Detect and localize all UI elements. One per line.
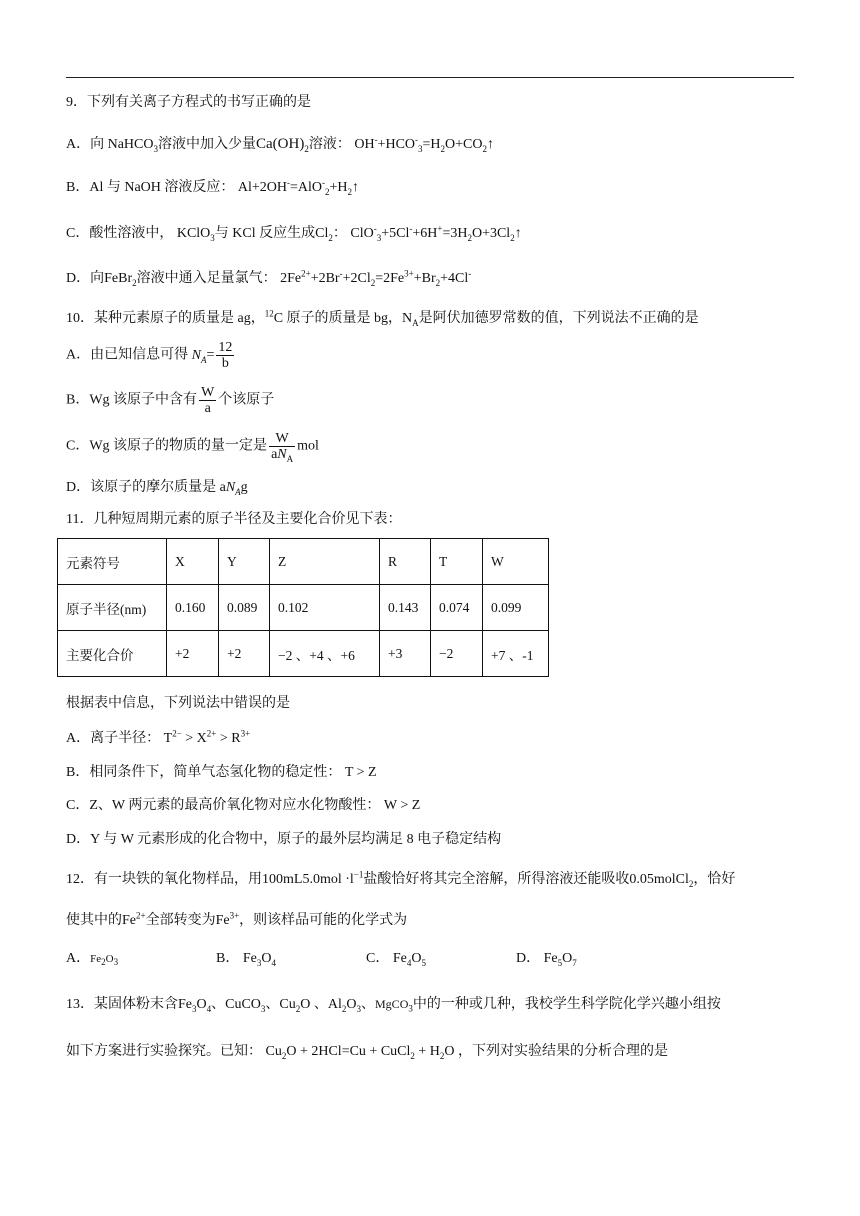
q10-option-b: B．Wg 该原子中含有 $\frac{W}{a}$ 个该原子 xyxy=(66,385,275,416)
q11-after: 根据表中信息，下列说法中错误的是 xyxy=(66,696,290,711)
element-table xyxy=(57,538,549,677)
q9-option-d: D．向FeBr$_2$溶液中通入足量氯气： $2Fe^{2+}+2Br^-+2Cl_2=2Fe^{3+}+Br_2+4Cl^-$ xyxy=(66,268,472,288)
q9-option-a: A．向 NaHCO$_3$溶液中加入少量$Ca(OH)_2$溶液： $OH^-+HCO^-_3=H_2O+CO_2↑$ xyxy=(66,134,495,154)
q11-option-b: B．相同条件下，简单气态氢化物的稳定性： T > Z xyxy=(66,765,377,780)
q10-option-a: A．由已知信息可得 $N_A=$ $\frac{12}{b}$ xyxy=(66,340,233,371)
q10-option-d: D．该原子的摩尔质量是 $aN_Ag$ xyxy=(66,480,248,497)
table-row: 主要化合价 +2 +2 −2 、+4 、+6 +3 −2 +7 、-1 xyxy=(58,631,549,677)
q11-option-a: A．离子半径： $T^{2-} > X^{2+} > R^{3+}$ xyxy=(66,728,251,746)
q12-options: A．$Fe_2O_3$ B． $Fe_3O_4$ C． $Fe_4O_5$ D． $Fe_5O_7$ xyxy=(66,951,577,968)
q11-stem: 11．几种短周期元素的原子半径及主要化合价见下表： xyxy=(66,512,402,527)
q10-option-c: C．Wg 该原子的物质的量一定是 $\frac{W}{aN_A}$ mol xyxy=(66,431,319,464)
q13-stem-line1: 13．某固体粉末含$Fe_3O_4$、CuCO$_3$、$Cu_2O$ 、$Al_2O_3$、MgCO$_3$中的一种或几种，我校学生科学院化学兴趣小组按 xyxy=(66,997,721,1014)
q12-stem-line2: 使其中的$Fe^{2+}$全部转变为$Fe^{3+}$，则该样品可能的化学式为 xyxy=(66,910,408,928)
q9-option-b: B．Al 与 NaOH 溶液反应： $Al+2OH^-=AlO^-_2+H_2↑$ xyxy=(66,177,360,197)
q11-option-d: D．Y 与 W 元素形成的化合物中，原子的最外层均满足 8 电子稳定结构 xyxy=(66,832,502,847)
header-rule xyxy=(66,77,794,78)
q9-option-c: C．酸性溶液中， KClO$_3$与 KCl 反应生成$Cl_2$： $ClO^-_3+5Cl^-+6H^+=3H_2O+3Cl_2↑$ xyxy=(66,223,522,243)
q10-stem: 10．某种元素原子的质量是 ag，$^{12}$C 原子的质量是 bg，$N_A$是阿伏加德罗常数的值，下列说法不正确的是 xyxy=(66,308,699,328)
q11-option-c: C．Z、W 两元素的最高价氧化物对应水化物酸性： W > Z xyxy=(66,798,421,813)
table-row: 原子半径(nm) 0.160 0.089 0.102 0.143 0.074 0.099 xyxy=(58,585,549,631)
q12-stem-line1: 12．有一块铁的氧化物样品，用$100mL5.0mol \cdot l^{-1}$盐酸恰好将其完全溶解，所得溶液还能吸收0.05molCl$_2$，恰好 xyxy=(66,869,736,889)
q13-stem-line2: 如下方案进行实验探究。已知： $Cu_2O + 2HCl=Cu$ + CuCl$_2$ + $H_2O$ ，下列对实验结果的分析合理的是 xyxy=(66,1044,669,1061)
q9-stem: 9．下列有关离子方程式的书写正确的是 xyxy=(66,95,311,110)
table-row: 元素符号 X Y Z R T W xyxy=(58,539,549,585)
